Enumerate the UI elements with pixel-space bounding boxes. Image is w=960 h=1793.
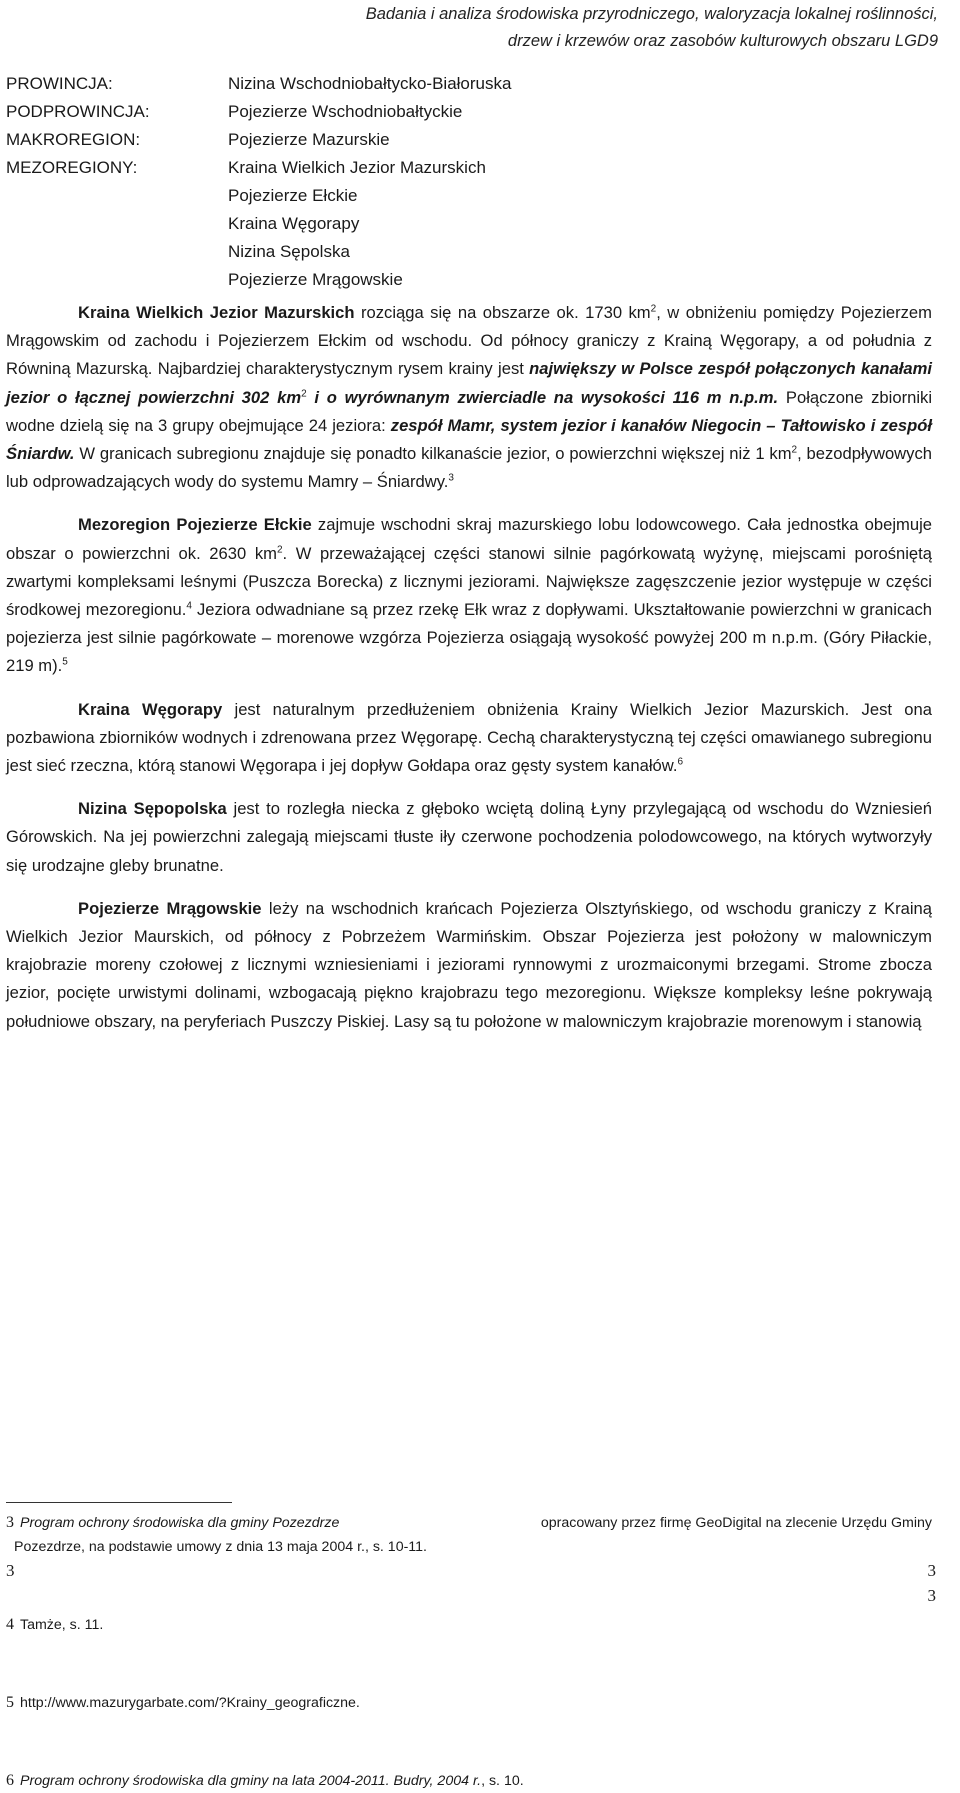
bold-italic-text: i o wyrównanym zwierciadle na wysokości 116 m n.p.m. — [306, 387, 779, 407]
footnote-6 — [6, 1769, 932, 1793]
text-run: Połączone zbiorniki wodne dzielą się na 3 grupy obejmujące 24 jeziora: — [6, 387, 933, 435]
footnote-text: , s. 10. — [481, 1773, 524, 1789]
footnote-number: 4 — [6, 1616, 14, 1633]
bold-term: Kraina Wielkich Jezior Mazurskich — [78, 303, 355, 322]
text-run: , bezodpływowych lub odprowadzających wody do systemu Mamry – Śniardwy. — [6, 444, 932, 492]
footnote-number: 3 — [6, 1514, 14, 1531]
bold-term: Nizina Sępopolska — [78, 799, 227, 819]
text-run: W granicach subregionu znajduje się ponadto kilkanaście jezior, o powierzchni większej niż 1 km — [74, 444, 792, 464]
page-number-right-top: 3 — [927, 1561, 936, 1580]
region-value: Pojezierze Mrągowskie — [228, 270, 403, 289]
footnote-title: Program ochrony środowiska dla gminy na lata 2004-2011. Budry, 2004 r. — [20, 1773, 482, 1789]
bold-italic-text: największy w Polsce zespół połączonych kanałami jezior o łącznej powierzchni 302 km — [6, 359, 933, 407]
footnote-number: 6 — [6, 1772, 14, 1789]
region-row — [6, 182, 511, 210]
text-run: rozciąga się na obszarze ok. 1730 km — [354, 303, 651, 322]
text-run: jest naturalnym przedłużeniem obniżenia Krainy Wielkich Jezior Mazurskich. Jest ona pozbawiona zbiorników wodnych i zdrenowana przez Węgorapę. Cechą charakterystyczną tej części omawianego subregionu jest sieć rzeczna, którą stanowi Węgorapa i jej dopływ Gołdapa oraz gęsty system kanałów. — [6, 699, 932, 776]
header-line-1: Badania i analiza środowiska przyrodniczego, waloryzacja lokalnej roślinności, — [365, 5, 938, 23]
region-value: Nizina Sępolska — [228, 242, 350, 261]
footnote-ref[interactable]: 5 — [62, 656, 68, 668]
superscript: 2 — [276, 544, 283, 556]
body-text — [6, 299, 932, 1051]
paragraph-kraina-wegorapy — [6, 696, 932, 781]
region-label: PODPROWINCJA: — [6, 102, 150, 121]
paragraph-pojezierze-elckie — [6, 511, 932, 680]
region-row — [6, 126, 511, 154]
region-label — [6, 182, 228, 210]
region-row — [6, 154, 511, 182]
region-value: Pojezierze Mazurskie — [228, 130, 390, 149]
bold-term: Pojezierze Mrągowskie — [78, 898, 262, 918]
footnote-5 — [6, 1691, 932, 1715]
superscript: 2 — [650, 303, 657, 315]
header-line-2: drzew i krzewów oraz zasobów kulturowych obszaru LGD9 — [507, 32, 938, 50]
region-row — [6, 238, 511, 266]
footnote-ref[interactable]: 3 — [448, 472, 454, 484]
region-value: Pojezierze Ełckie — [228, 186, 358, 205]
bold-italic-text: zespół Mamr, system jezior i kanałów Niegocin – Tałtowisko i zespół Śniardw. — [6, 415, 933, 464]
footnote-ref[interactable]: 6 — [677, 756, 684, 768]
region-row — [6, 210, 511, 238]
page-number-left: 3 — [6, 1561, 15, 1580]
footnote-text: opracowany przez firmę GeoDigital na zlecenie Urzędu Gminy — [540, 1515, 932, 1531]
superscript: 2 — [791, 444, 798, 456]
region-label — [6, 266, 228, 294]
footnote-link[interactable]: http://www.mazurygarbate.com/?Krainy_geograficzne. — [20, 1695, 360, 1711]
text-run: . W przeważającej części stanowi silnie pagórkowatą wyżynę, miejscami porośniętą zwartymi kompleksami leśnymi (Puszcza Borecka) z licznymi jeziorami. Największe zagęszczenie jezior występuje w części środkowej mezoregionu. — [6, 543, 932, 620]
bold-term: Kraina Węgorapy — [78, 699, 223, 719]
region-label: MEZOREGIONY: — [6, 158, 138, 177]
page-number-right-bottom: 3 — [927, 1586, 936, 1605]
footnote-number: 5 — [6, 1694, 14, 1711]
footnote-ref[interactable]: 4 — [186, 600, 192, 612]
region-row — [6, 70, 511, 98]
footnote-title: Program ochrony środowiska dla gminy Pozezdrze — [20, 1515, 340, 1531]
superscript: 2 — [301, 388, 307, 400]
bold-term: Mezoregion Pojezierze Ełckie — [78, 515, 312, 535]
text-run: leży na wschodnich krańcach Pojezierza Olsztyńskiego, od wschodu graniczy z Krainą Wielkich Jezior Maurskich, od północy z Pobrzeżem Warmińskim. Obszar Pojezierza jest położony w malowniczym krajobrazie moreny czołowej z licznymi wzniesieniami i jeziorami rynnowymi z urozmaiconymi brzegami. Strome zbocza jezior, pocięte urwistymi dolinami, wzbogacają piękno krajobrazu tego mezoregionu. Większe kompleksy leśne pokrywają południowe obszary, na peryferiach Puszczy Piskiej. Lasy są tu położone w malowniczym krajobrazie morenowym i stanowią — [6, 898, 933, 1031]
text-run: , w obniżeniu pomiędzy Pojezierzem Mrągowskim od zachodu i Pojezierzem Ełckim od wschodu. Od północy graniczy z Krainą Węgorapy, a od południa z Równiną Mazurską. Najbardziej charakterystycznym rysem krainy jest — [6, 303, 932, 379]
paragraph-pojezierze-mragowskie — [6, 895, 932, 1036]
region-classification — [6, 70, 511, 294]
footnotes — [6, 1511, 932, 1793]
text-run: Jeziora odwadniane są przez rzekę Ełk wraz z dopływami. Ukształtowanie powierzchni w granicach pojezierza jest silnie pagórkowate – morenowe wzgórza Pojezierza osiągają wysokość powyżej 200 m n.p.m. (Góry Piłackie, 219 m). — [6, 600, 933, 676]
text-run: jest to rozległa niecka z głęboko wciętą doliną Łyny przylegającą od wschodu do Wzniesień Górowskich. Na jej powierzchni zalegają miejscami tłuste iły czerwone pochodzenia polodowcowego, na których wytworzyły się urodzajne gleby brunatne. — [6, 799, 932, 875]
paragraph-kraina-wielkich-jezior — [6, 299, 932, 496]
region-value: Kraina Wielkich Jezior Mazurskich — [228, 158, 486, 177]
region-label: MAKROREGION: — [6, 130, 141, 149]
footnote-3 — [6, 1511, 932, 1559]
region-label — [6, 238, 228, 266]
page-header — [238, 1, 938, 55]
region-value: Nizina Wschodniobałtycko-Białoruska — [228, 74, 512, 93]
region-row — [6, 98, 511, 126]
footnote-text: Tamże, s. 11. — [20, 1617, 104, 1633]
region-label: PROWINCJA: — [6, 74, 113, 93]
paragraph-nizina-sepopolska — [6, 795, 932, 880]
footnote-divider — [6, 1502, 232, 1503]
region-row — [6, 266, 511, 294]
footnote-4 — [6, 1613, 932, 1637]
region-label — [6, 210, 228, 238]
text-run: zajmuje wschodni skraj mazurskiego lobu lodowcowego. Cała jednostka obejmuje obszar o powierzchni ok. 2630 km — [6, 515, 933, 563]
region-value: Kraina Węgorapy — [228, 214, 360, 233]
region-value: Pojezierze Wschodniobałtyckie — [228, 102, 463, 121]
footnote-text: Pozezdrze, na podstawie umowy z dnia 13 maja 2004 r., s. 10-11. — [14, 1539, 427, 1555]
